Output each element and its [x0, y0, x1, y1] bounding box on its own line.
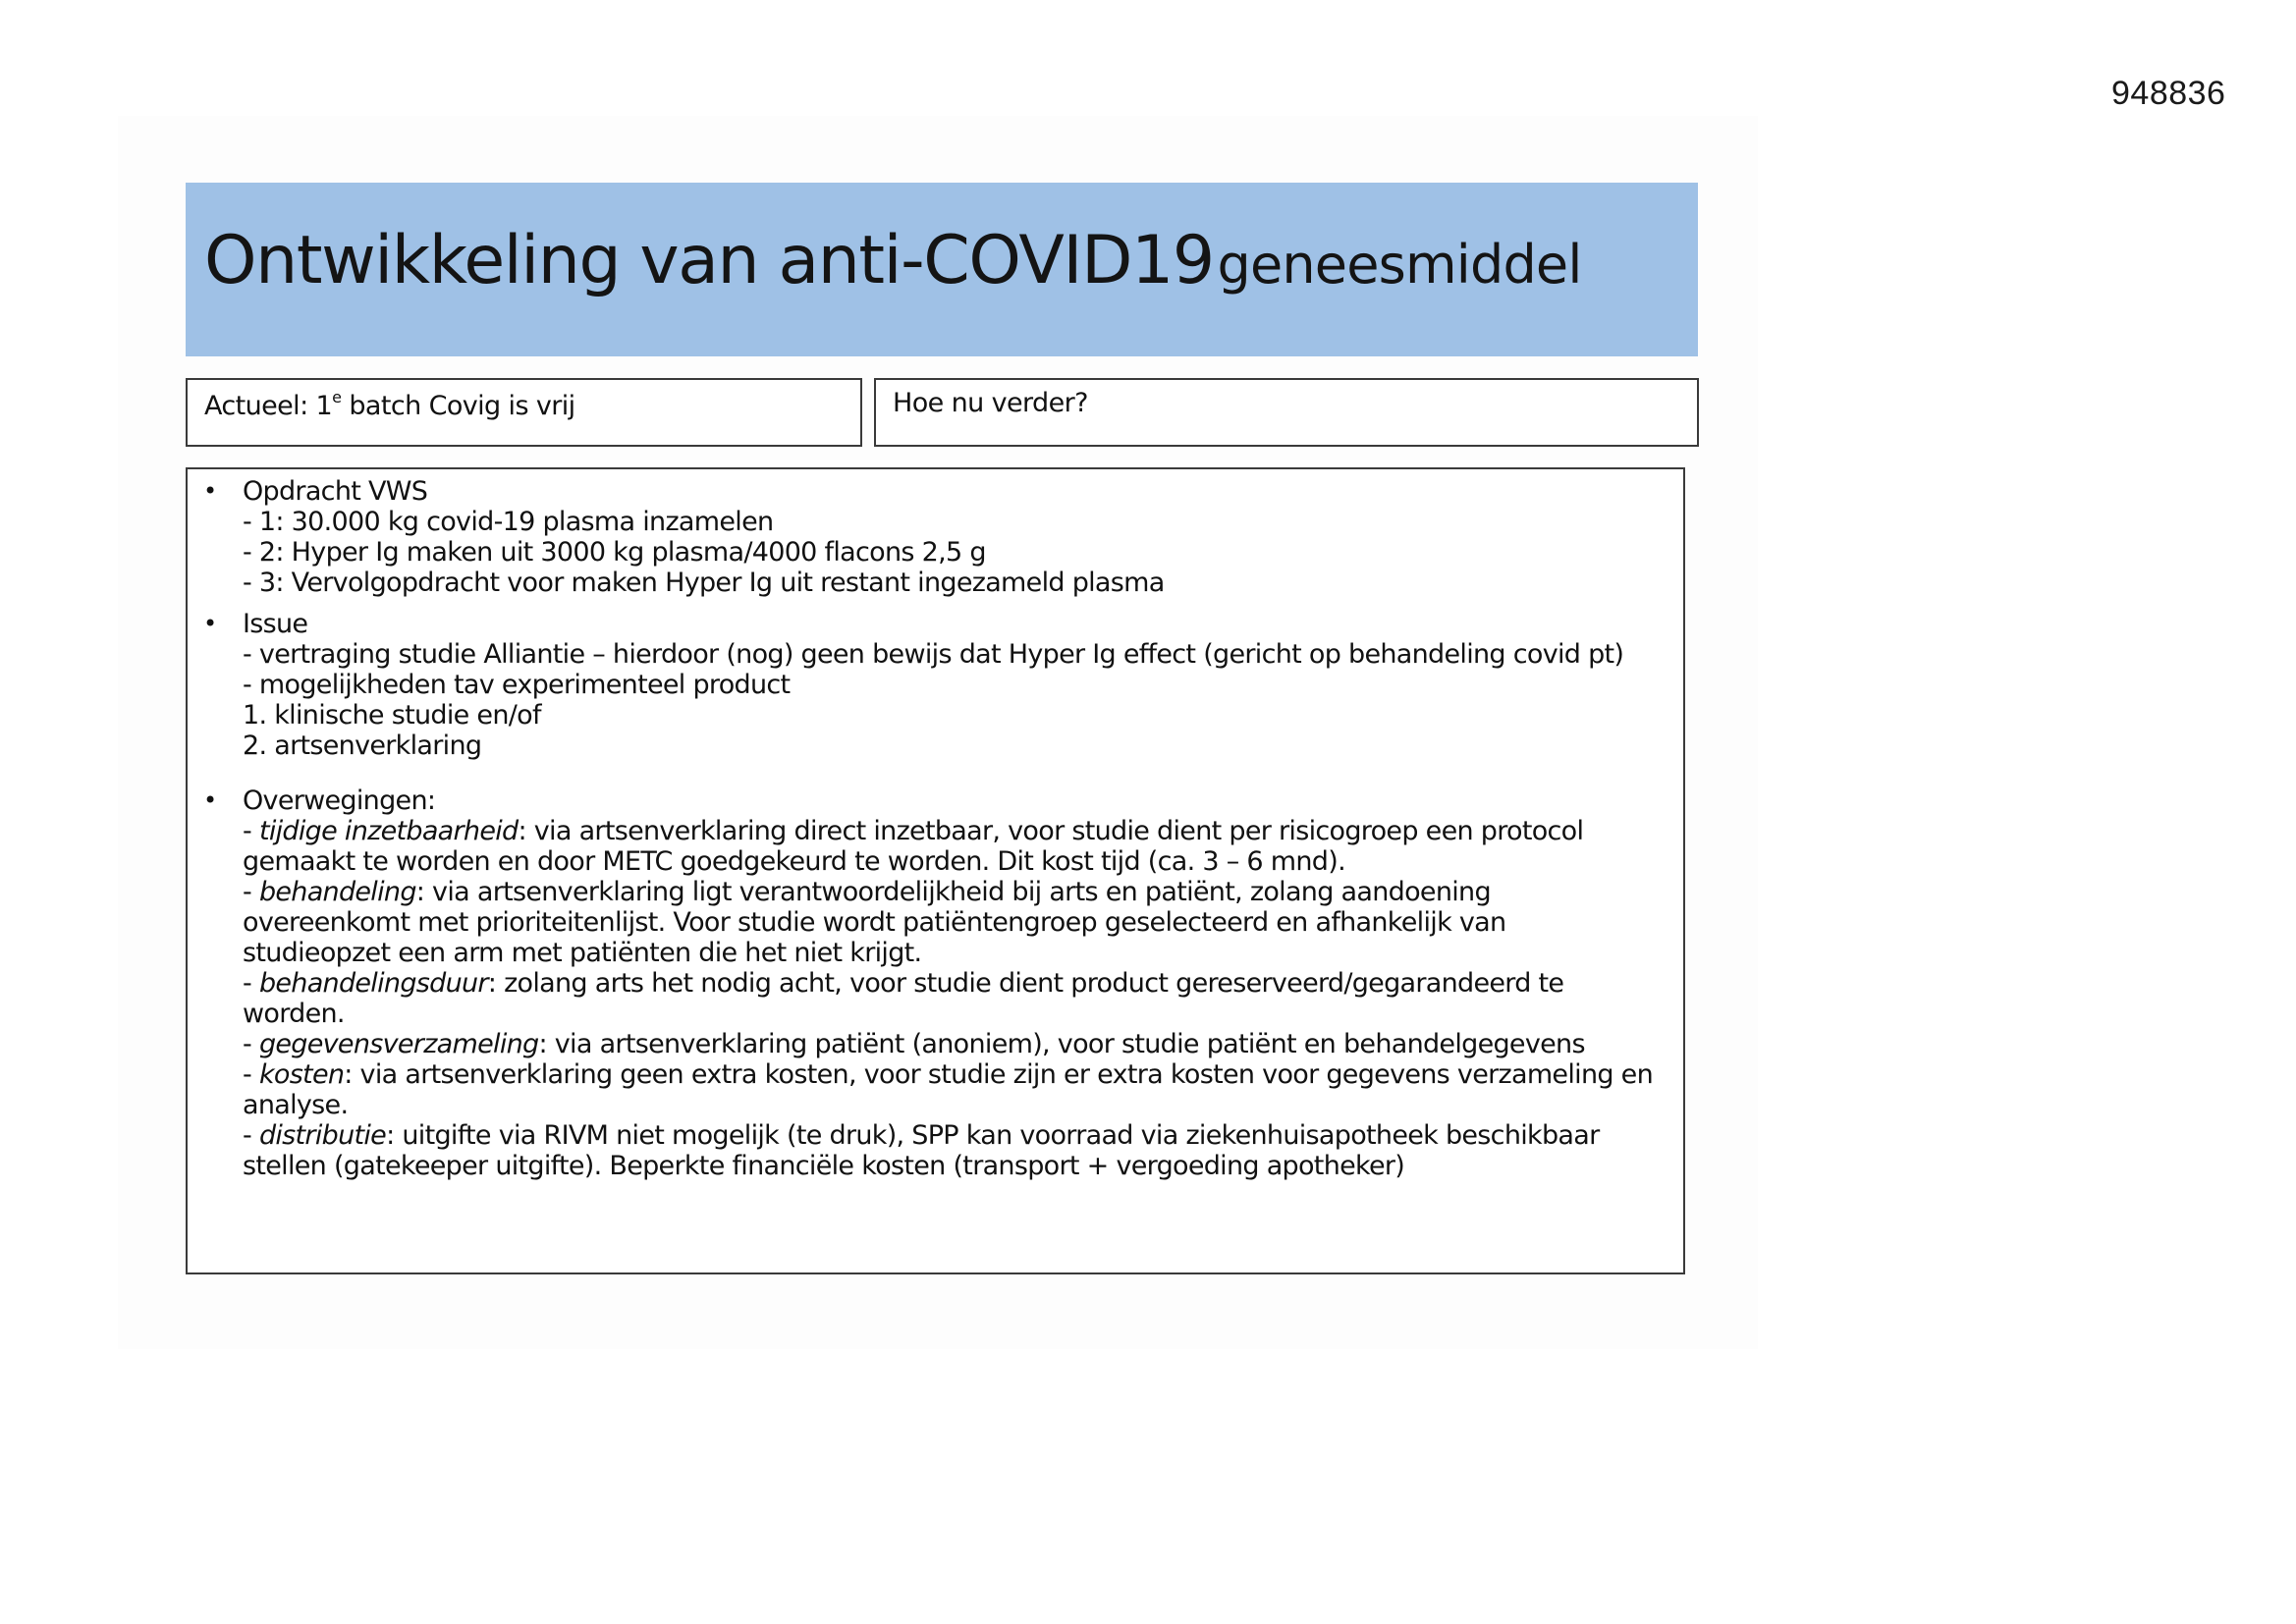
consideration-key: behandeling [258, 877, 416, 907]
slide-title-main: Ontwikkeling van anti-COVID19 [204, 222, 1214, 299]
list-item: 1. klinische studie en/of [243, 700, 541, 731]
consideration-line: - behandeling: via artsenverklaring ligt verantwoordelijkheid bij arts en patiënt, zolang aandoening [243, 877, 1491, 907]
consideration-text: : via artsenverklaring ligt verantwoordelijkheid bij arts en patiënt, zolang aandoening [415, 877, 1491, 907]
actueel-label [204, 388, 575, 421]
consideration-line: - tijdige inzetbaarheid: via artsenverklaring direct inzetbaar, voor studie dient per risicogroep een protocol [243, 816, 1584, 846]
bullet: • [203, 786, 217, 814]
slide-title-rest: geneesmiddel [1217, 234, 1582, 296]
list-item: - 2: Hyper Ig maken uit 3000 kg plasma/4000 flacons 2,5 g [243, 537, 986, 568]
document-number: 948836 [2111, 75, 2226, 112]
list-item: 2. artsenverklaring [243, 731, 482, 761]
consideration-text: : via artsenverklaring direct inzetbaar, voor studie dient per risicogroep een protocol [518, 816, 1584, 846]
actueel-superscript: e [332, 388, 342, 406]
section-opdracht [203, 476, 1165, 598]
consideration-key: kosten [258, 1059, 345, 1090]
consideration-key: gegevensverzameling [258, 1029, 539, 1059]
consideration-text: : zolang arts het nodig acht, voor studie dient product gereserveerd/gegarandeerd te [487, 968, 1564, 999]
consideration-text: : via artsenverklaring patiënt (anoniem), voor studie patiënt en behandelgegevens [538, 1029, 1585, 1059]
section-issue [203, 609, 1624, 761]
section-overwegingen [203, 785, 1653, 1181]
hoe-nu-verder-label: Hoe nu verder? [893, 388, 1088, 418]
consideration-key: distributie [258, 1120, 387, 1151]
list-item: - mogelijkheden tav experimenteel product [243, 670, 791, 700]
list-item: - vertraging studie Alliantie – hierdoor (nog) geen bewijs dat Hyper Ig effect (gericht op behandeling covid pt) [243, 639, 1624, 670]
hoe-nu-verder-box [874, 378, 1699, 447]
title-banner [186, 183, 1698, 356]
consideration-continuation: overeenkomt met prioriteitenlijst. Voor studie wordt patiëntengroep geselecteerd en afhankelijk van [243, 907, 1506, 938]
section-heading: Opdracht VWS [243, 476, 428, 507]
section-heading: Overwegingen: [243, 785, 436, 816]
consideration-line: - distributie: uitgifte via RIVM niet mogelijk (te druk), SPP kan voorraad via ziekenhuisapotheek beschikbaar [243, 1120, 1600, 1151]
consideration-key: tijdige inzetbaarheid [258, 816, 519, 846]
consideration-text: : via artsenverklaring geen extra kosten, voor studie zijn er extra kosten voor gegevens verzameling en [344, 1059, 1653, 1090]
list-item: - 3: Vervolgopdracht voor maken Hyper Ig uit restant ingezameld plasma [243, 568, 1165, 598]
consideration-text: : uitgifte via RIVM niet mogelijk (te druk), SPP kan voorraad via ziekenhuisapotheek beschikbaar [386, 1120, 1600, 1151]
consideration-continuation: worden. [243, 999, 345, 1029]
actueel-prefix: Actueel: 1 [204, 391, 333, 421]
bullet: • [203, 610, 217, 637]
consideration-line: - behandelingsduur: zolang arts het nodig acht, voor studie dient product gereserveerd/gegarandeerd te [243, 968, 1564, 999]
section-heading: Issue [243, 609, 308, 639]
slide-title [204, 222, 1582, 299]
actueel-box [186, 378, 862, 447]
consideration-line: - gegevensverzameling: via artsenverklaring patiënt (anoniem), voor studie patiënt en behandelgegevens [243, 1029, 1585, 1059]
consideration-continuation: gemaakt te worden en door METC goedgekeurd te worden. Dit kost tijd (ca. 3 – 6 mnd). [243, 846, 1345, 877]
consideration-continuation: stellen (gatekeeper uitgifte). Beperkte financiële kosten (transport + vergoeding apotheker) [243, 1151, 1405, 1181]
consideration-continuation: studieopzet een arm met patiënten die het niet krijgt. [243, 938, 922, 968]
consideration-key: behandelingsduur [258, 968, 488, 999]
bullet: • [203, 477, 217, 505]
consideration-line: - kosten: via artsenverklaring geen extra kosten, voor studie zijn er extra kosten voor gegevens verzameling en [243, 1059, 1653, 1090]
consideration-continuation: analyse. [243, 1090, 349, 1120]
content-box [186, 467, 1685, 1274]
list-item: - 1: 30.000 kg covid-19 plasma inzamelen [243, 507, 774, 537]
actueel-suffix: batch Covig is vrij [341, 391, 575, 421]
